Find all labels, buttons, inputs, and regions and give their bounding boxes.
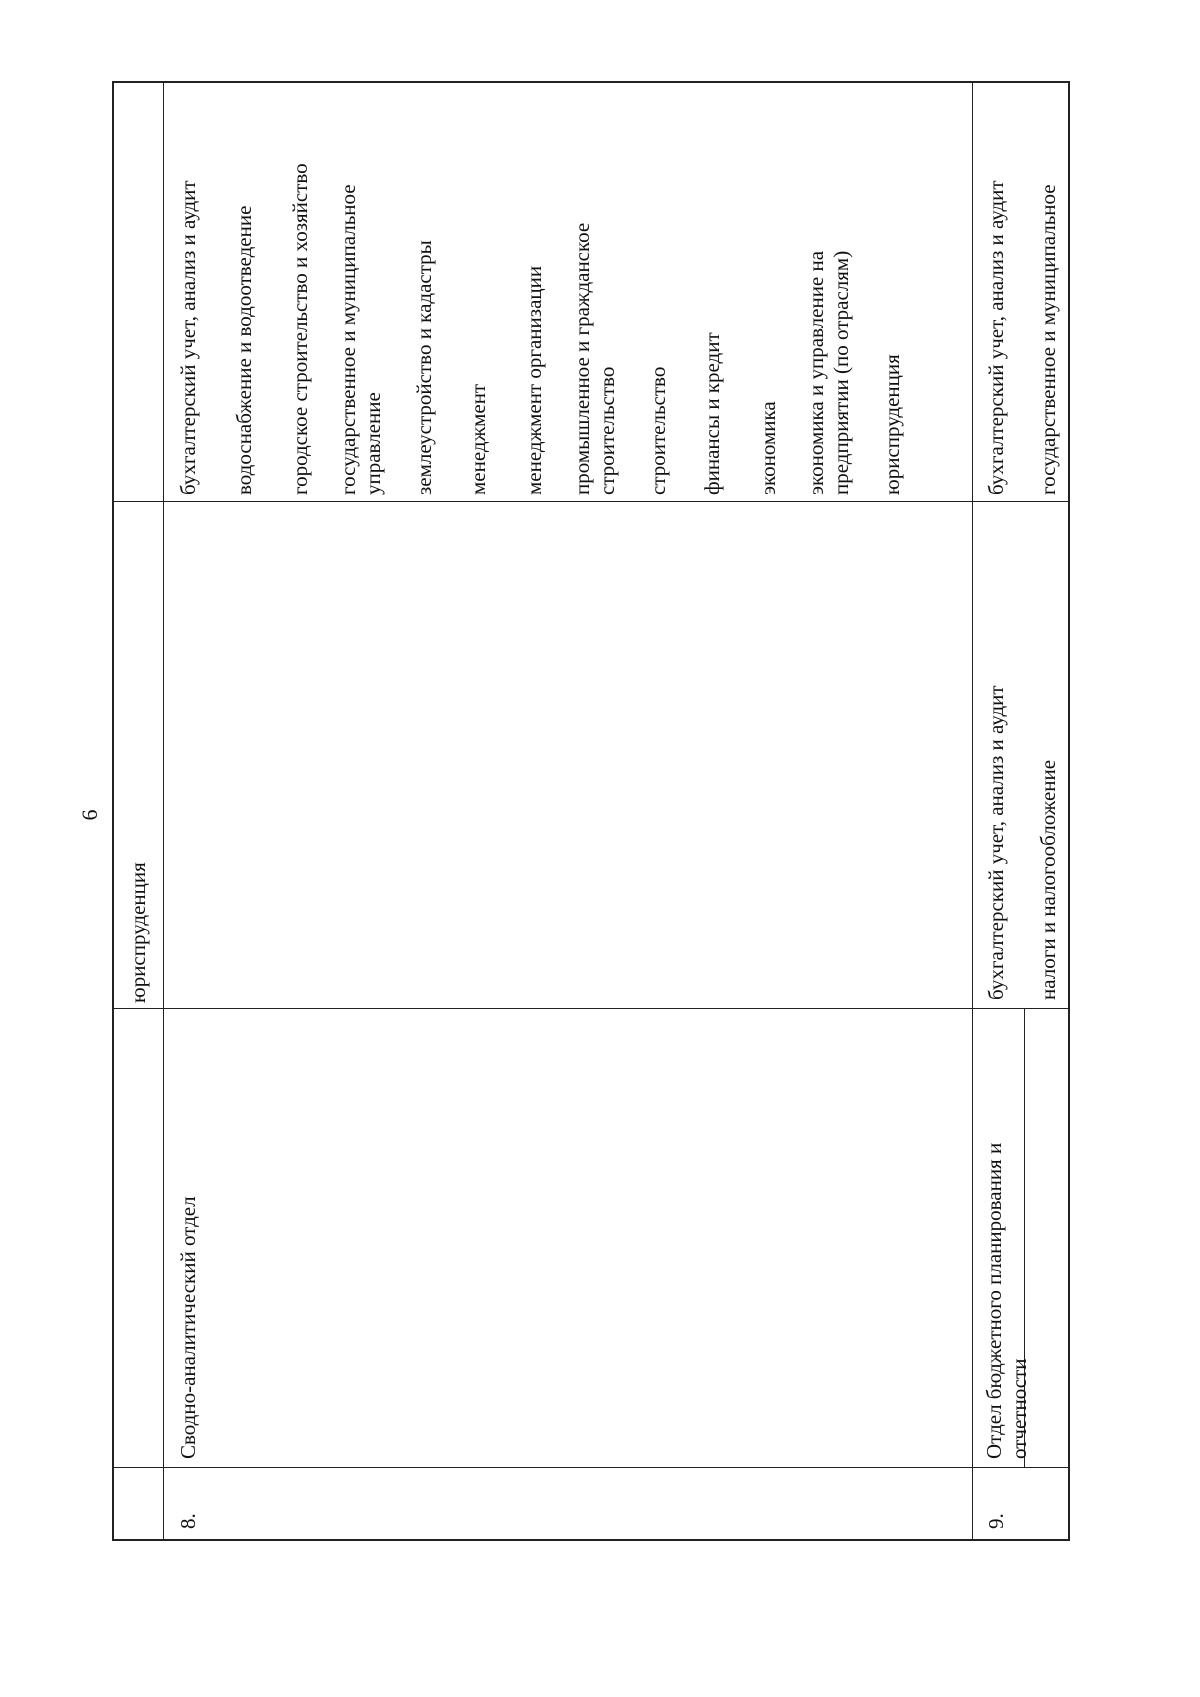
row-8-qualification-6: менеджмент [466, 383, 490, 495]
row-divider-top [163, 83, 164, 1539]
row-8-index: 8. [176, 1513, 200, 1529]
column-divider-department [114, 1008, 1068, 1009]
row-8-qualification-5: землеустройство и кадастры [412, 240, 436, 495]
row-8-qualification-13: юриспруденция [880, 354, 904, 495]
row-8-department: Сводно-аналитический отдел [176, 1196, 200, 1459]
row-9-specialization-1: бухгалтерский учет, анализ и аудит [984, 685, 1008, 1000]
page-number: 6 [77, 809, 102, 821]
column-divider-number [114, 1467, 1068, 1468]
row-8-qualification-4: государственное и муниципальное управление [336, 184, 385, 495]
row-8-qualification-9: строительство [646, 366, 670, 495]
row-9-qualification-2: государственное и муниципальное [1036, 184, 1060, 495]
row-8-qualification-1: бухгалтерский учет, анализ и аудит [176, 180, 200, 495]
row-8-qualification-10: финансы и кредит [700, 332, 724, 495]
row-8-qualification-2: водоснабжение и водоотведение [232, 205, 256, 495]
row-divider-8-9 [972, 83, 973, 1539]
row-9-department: Отдел бюджетного планирования и отчетности [982, 1142, 1031, 1459]
row-8-qualification-11: экономика [756, 401, 780, 495]
row-8-qualification-7: менеджмент организации [522, 265, 546, 495]
column-divider-specialization [114, 501, 1068, 502]
top-row-specialization: юриспруденция [126, 862, 150, 1003]
row-8-qualification-8: промышленное и гражданское строительство [570, 222, 619, 495]
row-9-specialization-2: налоги и налогообложение [1036, 759, 1060, 1000]
row-9-qualification-1: бухгалтерский учет, анализ и аудит [984, 180, 1008, 495]
staff-table [112, 81, 1070, 1541]
row-8-qualification-3: городское строительство и хозяйство [288, 163, 312, 495]
row-8-qualification-12: экономика и управление на предприятии (по отраслям) [804, 250, 853, 495]
row-9-index: 9. [984, 1513, 1008, 1529]
